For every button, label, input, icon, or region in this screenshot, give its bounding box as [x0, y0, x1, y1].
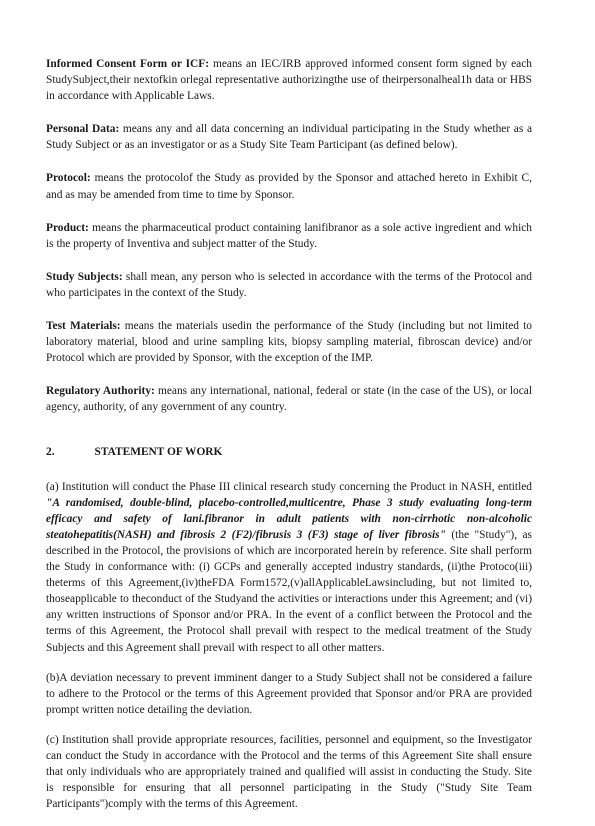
definition-text: means the protocolof the Study as provided by the Sponsor and attached hereto in Exhibit C, and as may be amended from time to time by Sponsor.: [46, 172, 532, 201]
definition-regulatory-authority: [46, 383, 532, 415]
paragraph-a-intro: (a) Institution will conduct the Phase III clinical research study concerning the Product in NASH, entitled: [46, 480, 532, 493]
section-heading: [46, 444, 532, 460]
section-title: STATEMENT OF WORK: [94, 445, 223, 458]
definition-text: shall mean, any person who is selected in accordance with the terms of the Protocol and who participates in the context of the Study.: [46, 270, 532, 299]
definition-term: Personal Data:: [46, 123, 120, 136]
section-number: 2.: [46, 445, 55, 458]
definition-term: Study Subjects:: [46, 270, 123, 283]
definition-term: Informed Consent Form or ICF:: [46, 58, 210, 70]
paragraph-a-body: (the "Study"), as described in the Protocol, the provisions of which are incorporated herein by reference. Site shall perform the Study in conformance with: (i) GCPs and generally accepted industry standards, (ii)the Protoco(iii) theterms of this Agreement,(iv)theFDA Form1572,(v)allApplicableLawsincluding, but not limited to, thoseapplicable to theconduct of the Studyand the activities or interactions under this Agreement; and (vi) any written instructions of Sponsor and/or PRA. In the event of a conflict between the Protocol and the terms of this Agreement, the Protocol shall prevail with respect to the medical treatment of the Study Subjects and this Agreement shall prevail with respect to all other matters.: [46, 528, 532, 654]
definition-personal-data: [46, 121, 532, 153]
paragraph-a: [46, 479, 532, 656]
study-title: "A randomised, double-blind, placebo-controlled,multicentre, Phase 3 study evaluating long-term efficacy and safety of lani.fibranor in adult patients with non-cirrhotic non-alcoholic steatohepatitis(NASH) and fibrosis 2 (F2)/fibrusis 3 (F3) stage of liver fibrosis": [46, 496, 532, 541]
document-page: [46, 56, 532, 826]
definition-text: means an IEC/IRB approved informed consent form signed by each StudySubject,their nextofkin orlegal representative authorizingthe use of theirpersonalheal1h data or HBS in accordance with Applicable Laws.: [46, 58, 532, 103]
definition-text: means any and all data concerning an individual participating in the Study whether as a Study Subject or as an investigator or as a Study Site Team Participant (as defined below).: [46, 123, 532, 152]
definition-icf: [46, 56, 532, 104]
definition-term: Regulatory Authority:: [46, 385, 155, 398]
definition-text: means the pharmaceutical product containing lanifibranor as a sole active ingredient and which is the property of Inventiva and subject matter of the Study.: [46, 221, 532, 250]
definition-term: Protocol:: [46, 172, 91, 185]
definition-study-subjects: [46, 269, 532, 301]
paragraph-c: (c) Institution shall provide appropriate resources, facilities, personnel and equipment, so the Investigator can conduct the Study in accordance with the Protocol and the terms of this Agreement Site shall ensure that only individuals who are appropriately trained and qualified will assist in conducting the Study. Site is responsible for ensuring that all personnel participating in the Study ("Study Site Team Participants")comply with the terms of this Agreement.: [46, 733, 532, 811]
definition-term: Test Materials:: [46, 320, 121, 333]
definition-product: [46, 220, 532, 252]
definition-protocol: [46, 170, 532, 202]
paragraph-b: (b)A deviation necessary to prevent imminent danger to a Study Subject shall not be considered a failure to adhere to the Protocol or the terms of this Agreement provided that Sponsor and/or PRA are provided prompt written notice detailing the deviation.: [46, 671, 532, 716]
definition-text: means the materials usedin the performance of the Study (including but not limited to laboratory material, blood and urine sampling kits, biopsy sampling material, fibroscan device) and/or Protocol which are provided by Sponsor, with the exception of the IMP.: [46, 320, 532, 365]
definition-test-materials: [46, 318, 532, 366]
definition-text: means any international, national, federal or state (in the case of the US), or local agency, authority, of any government of any country.: [46, 385, 532, 414]
definition-term: Product:: [46, 221, 89, 234]
